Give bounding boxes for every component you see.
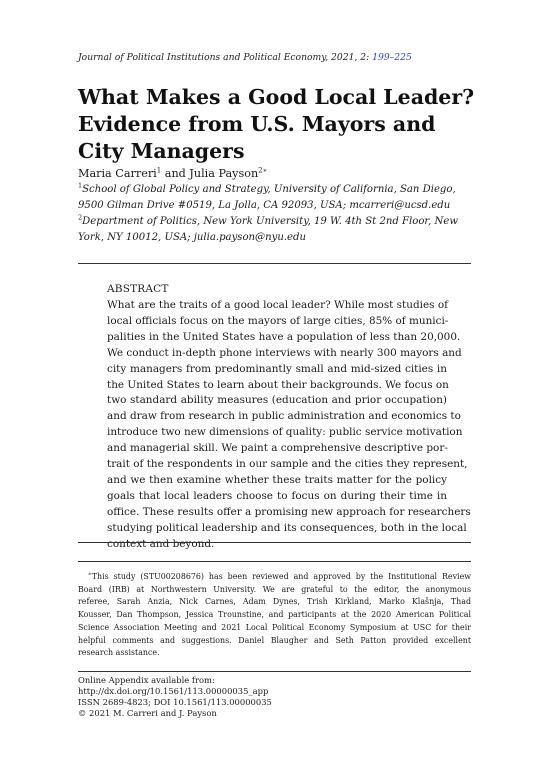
journal-citation bbox=[78, 52, 478, 63]
footnote-line: Kousser, Dan Thompson, Jessica Trounstine, and participants at the 2020 American Political bbox=[78, 610, 471, 620]
abstract-line: context and beyond. bbox=[107, 537, 215, 550]
affiliation-number: 2 bbox=[78, 213, 83, 222]
paper-title: What Makes a Good Local Leader? Evidence from U.S. Mayors and City Managers bbox=[78, 85, 475, 163]
affiliation bbox=[78, 182, 478, 213]
journal-pages-link[interactable]: 199–225 bbox=[372, 52, 412, 63]
footnote-line: research assistance. bbox=[78, 648, 160, 658]
abstract-line: What are the traits of a good local leader? While most studies of bbox=[107, 299, 448, 311]
affiliation-number: 1 bbox=[78, 181, 83, 190]
abstract-heading: ABSTRACT bbox=[107, 283, 169, 295]
abstract-line: and managerial skill. We paint a comprehensive descriptive por- bbox=[107, 442, 448, 455]
appendix-label: Online Appendix available from: bbox=[78, 675, 215, 685]
footnote-marker: ∗ bbox=[88, 571, 92, 578]
section-divider bbox=[78, 542, 471, 543]
affiliation-text: School of Global Policy and Strategy, University of California, San Diego, 9500 Gilman Drive #0519, La Jolla, CA 92093, USA; mcarreri@ucsd.edu bbox=[78, 184, 456, 211]
footnote-divider bbox=[78, 561, 471, 562]
abstract-line: studying political leadership and its consequences, both in the local bbox=[107, 521, 467, 534]
acknowledgement-footnote bbox=[78, 571, 471, 660]
abstract-line: two standard ability measures (education and prior occupation) bbox=[107, 394, 447, 407]
footnote-line: Science Association Meeting and 2021 Local Political Economy Symposium at USC for their bbox=[78, 622, 471, 632]
author-name: Julia Payson bbox=[189, 167, 259, 180]
abstract-body bbox=[107, 298, 471, 553]
abstract-line: local officials focus on the mayors of large cities, 85% of munici- bbox=[107, 314, 449, 327]
abstract-line: introduce two new dimensions of quality: public service motivation bbox=[107, 426, 463, 439]
author-affiliation-mark: 1 bbox=[156, 166, 162, 175]
affiliation bbox=[78, 214, 478, 245]
abstract-line: and we then examine whether these traits matter for the policy bbox=[107, 473, 447, 486]
abstract-line: We conduct in-depth phone interviews with nearly 300 mayors and bbox=[107, 346, 462, 359]
abstract-line: office. These results offer a promising new approach for researchers bbox=[107, 505, 471, 518]
author-name: Maria Carreri bbox=[78, 167, 157, 180]
issn-doi: ISSN 2689-4823; DOI 10.1561/113.00000035 bbox=[78, 697, 272, 707]
abstract-line: and draw from research in public administration and economics to bbox=[107, 410, 461, 423]
footnote-line bbox=[78, 571, 471, 584]
publication-meta bbox=[78, 675, 272, 719]
affiliation-text: Department of Politics, New York University, 19 W. 4th St 2nd Floor, New York, NY 10012, USA; julia.payson@nyu.edu bbox=[78, 216, 458, 243]
section-divider bbox=[78, 263, 471, 264]
appendix-url[interactable]: http://dx.doi.org/10.1561/113.00000035_app bbox=[78, 686, 269, 696]
copyright-notice: © 2021 M. Carreri and J. Payson bbox=[78, 708, 217, 718]
footnote-line: referee, Sarah Anzia, Nick Carnes, Adam Dynes, Trish Kirkland, Marko Klašnja, Thad bbox=[78, 597, 471, 607]
footnote-line: helpful comments and suggestions. Daniel Blaugher and Seth Patton provided excellent bbox=[78, 635, 471, 645]
author-affiliation-mark: 2∗ bbox=[258, 166, 268, 175]
abstract-line: palities in the United States have a population of less than 20,000. bbox=[107, 330, 461, 343]
author-line bbox=[78, 167, 267, 180]
footnote-line: Board (IRB) at Northwestern University. We are grateful to the editor, the anonymous bbox=[78, 584, 471, 594]
journal-citation-text: Journal of Political Institutions and Political Economy, 2021, 2: bbox=[78, 52, 373, 63]
abstract-line: city managers from predominantly small and mid-sized cities in bbox=[107, 362, 447, 375]
abstract-line: trait of the respondents in our sample and the cities they represent, bbox=[107, 458, 468, 471]
author-conjunction: and bbox=[161, 167, 190, 180]
abstract-line: goals that local leaders choose to focus on during their time in bbox=[107, 489, 447, 502]
meta-divider bbox=[78, 671, 471, 672]
footnote-line-text: This study (STU00208676) has been reviewed and approved by the Institutional Review bbox=[91, 572, 471, 581]
abstract-line: the United States to learn about their backgrounds. We focus on bbox=[107, 378, 449, 391]
